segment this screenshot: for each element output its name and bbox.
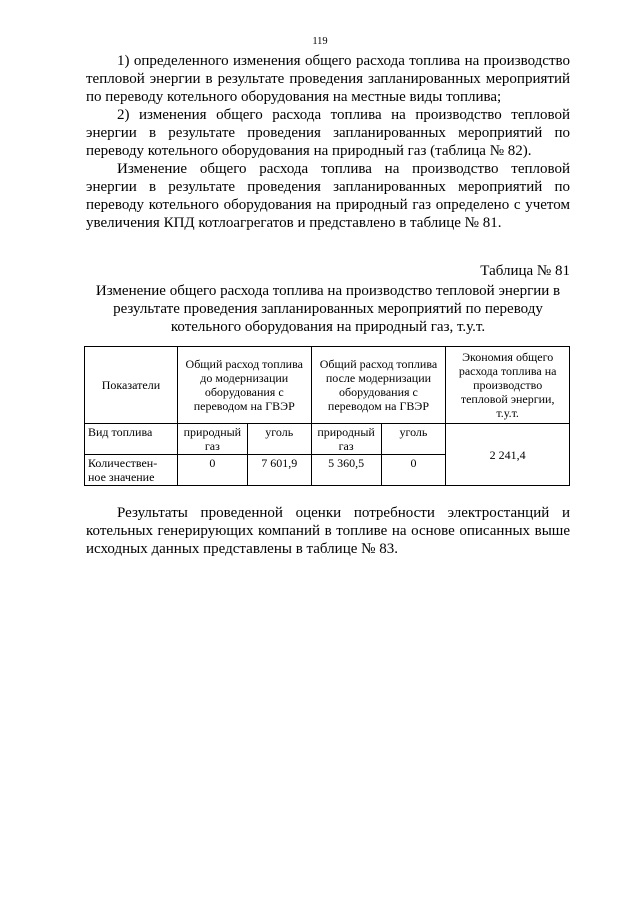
page-number: 119 [312, 36, 328, 47]
header-before: Общий расход топлива до модернизации оборудования с переводом на ГВЭР [177, 347, 311, 424]
quantity-label: Количествен-ное значение [85, 455, 178, 486]
header-after: Общий расход топлива после модернизации оборудования с переводом на ГВЭР [311, 347, 446, 424]
table-row-fuel-type [85, 424, 570, 455]
value-before-gas: 0 [177, 455, 247, 486]
fuel-after-coal: уголь [381, 424, 446, 455]
paragraph-item-1: 1) определенного изменения общего расхода топлива на производство тепловой энергии в результате проведения запланированных мероприятий по переводу котельного оборудования на местные виды топлива; [86, 53, 570, 105]
savings-value: 2 241,4 [446, 424, 570, 486]
header-savings: Экономия общего расхода топлива на производство тепловой энергии, т.у.т. [446, 347, 570, 424]
value-after-coal: 0 [381, 455, 446, 486]
intro-text [86, 52, 570, 232]
value-after-gas: 5 360,5 [311, 455, 381, 486]
fuel-before-gas: природный газ [177, 424, 247, 455]
paragraph-fuel-change: Изменение общего расхода топлива на производство тепловой энергии в результате проведения запланированных мероприятий по переводу котельного оборудования на природный газ определено с учетом увеличения КПД котлоагрегатов и представлено в таблице № 81. [86, 161, 570, 231]
table-caption: Изменение общего расхода топлива на производство тепловой энергии в результате проведения запланированных мероприятий по переводу котельного оборудования на природный газ, т.у.т. [95, 283, 561, 335]
closing-text [86, 504, 570, 558]
header-indicators: Показатели [85, 347, 178, 424]
value-before-coal: 7 601,9 [247, 455, 311, 486]
paragraph-item-2: 2) изменения общего расхода топлива на производство тепловой энергии в результате проведения запланированных мероприятий по переводу котельного оборудования на природный газ (таблица № 82). [86, 107, 570, 159]
closing-paragraph: Результаты проведенной оценки потребности электростанций и котельных генерирующих компаний в топливе на основе описанных выше исходных данных представлены в таблице № 83. [86, 505, 570, 557]
fuel-after-gas: природный газ [311, 424, 381, 455]
fuel-before-coal: уголь [247, 424, 311, 455]
table-number-label: Таблица № 81 [480, 263, 570, 279]
table-header-row [85, 347, 570, 424]
fuel-type-label: Вид топлива [85, 424, 178, 455]
fuel-consumption-table [84, 346, 570, 486]
